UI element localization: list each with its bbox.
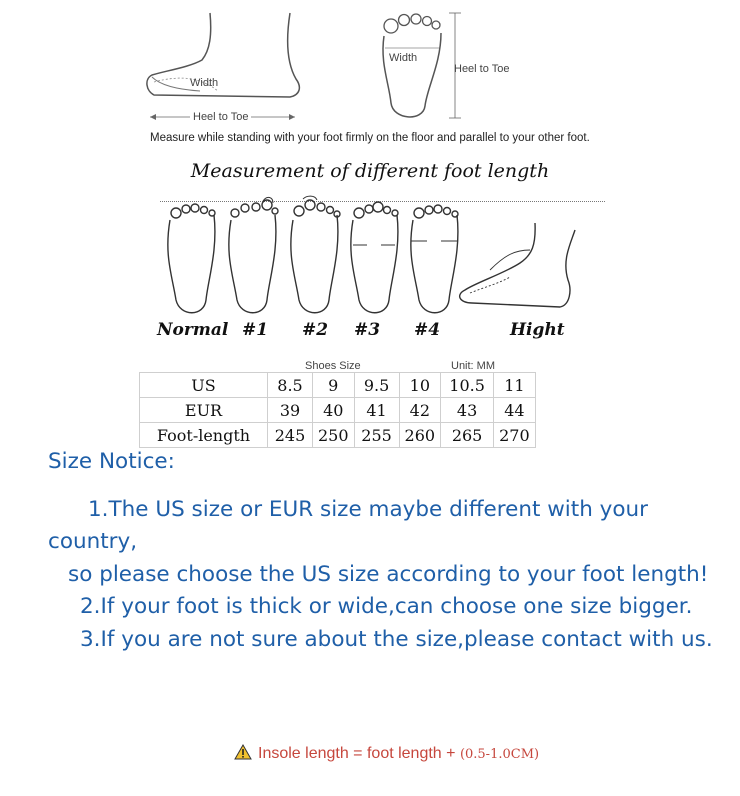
- table-cell: 255: [354, 423, 399, 448]
- table-cell: 9: [313, 373, 355, 398]
- table-cell: 8.5: [268, 373, 313, 398]
- foot-label-normal: Normal: [157, 320, 229, 340]
- foot-types-illustration: [150, 195, 590, 320]
- table-cell: 260: [399, 423, 441, 448]
- table-cell: 39: [268, 398, 313, 423]
- side-width-label: Width: [190, 77, 219, 89]
- foot-label-1: #1: [242, 320, 269, 340]
- insole-range: (0.5-1.0CM): [459, 747, 540, 762]
- top-heel-label: Heel to Toe: [454, 63, 510, 75]
- row-label-us: US: [140, 373, 268, 398]
- table-row: [140, 398, 536, 423]
- row-label-foot-length: Foot-length: [140, 423, 268, 448]
- table-cell: 250: [313, 423, 355, 448]
- side-heel-label: Heel to Toe: [190, 111, 251, 123]
- table-cell: 10.5: [441, 373, 494, 398]
- measurement-heading: Measurement of different foot length: [190, 160, 550, 182]
- table-cell: 40: [313, 398, 355, 423]
- notice-title: Size Notice:: [48, 449, 175, 474]
- table-row: [140, 373, 536, 398]
- table-caption-shoes-size: Shoes Size: [305, 360, 361, 372]
- insole-text: Insole length = foot length +: [258, 745, 460, 762]
- warning-icon: [234, 744, 252, 760]
- size-table: [139, 372, 536, 448]
- table-cell: 43: [441, 398, 494, 423]
- foot-label-2: #2: [302, 320, 329, 340]
- table-cell: 44: [494, 398, 536, 423]
- table-cell: 245: [268, 423, 313, 448]
- table-cell: 265: [441, 423, 494, 448]
- notice-line-2: so please choose the US size according to your foot length!: [68, 561, 709, 587]
- top-width-label: Width: [389, 52, 418, 64]
- foot-label-3: #3: [354, 320, 381, 340]
- notice-line-3: 2.If your foot is thick or wide,can choose one size bigger.: [80, 594, 693, 619]
- table-cell: 42: [399, 398, 441, 423]
- table-cell: 41: [354, 398, 399, 423]
- table-cell: 11: [494, 373, 536, 398]
- table-cell: 270: [494, 423, 536, 448]
- notice-line-4: 3.If you are not sure about the size,please contact with us.: [80, 626, 713, 652]
- table-cell: 9.5: [354, 373, 399, 398]
- notice-line-1: 1.The US size or EUR size maybe different with your country,: [48, 496, 649, 554]
- insole-note: [234, 744, 539, 763]
- row-label-eur: EUR: [140, 398, 268, 423]
- size-notice: [48, 446, 728, 656]
- foot-label-hight: Hight: [510, 320, 565, 340]
- table-row: [140, 423, 536, 448]
- table-caption-unit: Unit: MM: [451, 360, 495, 372]
- table-cell: 10: [399, 373, 441, 398]
- measure-instruction: Measure while standing with your foot firmly on the floor and parallel to your other foot.: [150, 132, 590, 144]
- foot-label-4: #4: [414, 320, 441, 340]
